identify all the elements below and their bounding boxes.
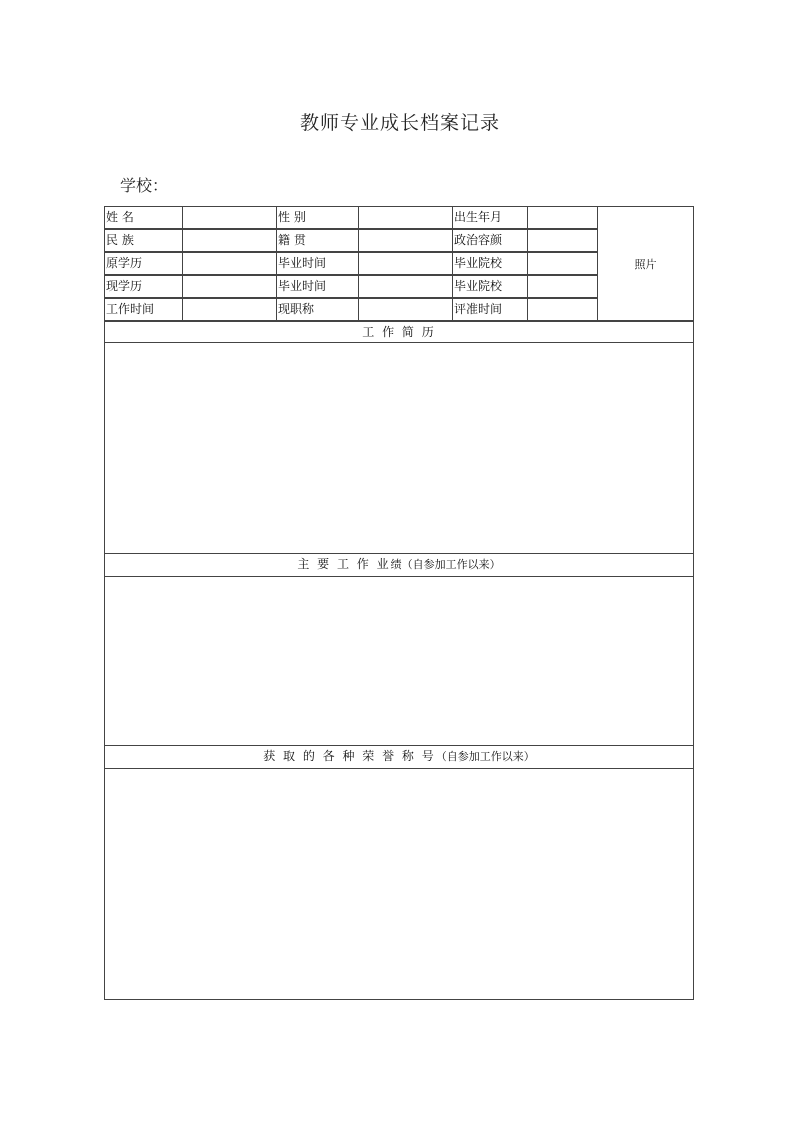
work-history-title: 工 作 简 历 — [362, 325, 436, 339]
school-label: 学校： — [120, 176, 169, 195]
field-ethnicity[interactable] — [182, 229, 277, 252]
field-graduation-time-2[interactable] — [358, 275, 453, 298]
field-graduation-time-1[interactable] — [358, 252, 453, 275]
photo-box[interactable] — [597, 206, 694, 321]
page-title: 教师专业成长档案记录 — [299, 112, 500, 134]
achievements-body[interactable] — [104, 576, 694, 746]
field-graduation-school-2[interactable] — [527, 275, 598, 298]
label-gender: 性 别 — [276, 206, 359, 229]
label-native-place: 籍 贯 — [276, 229, 359, 252]
label-graduation-time-2: 毕业时间 — [276, 275, 359, 298]
achievements-title: 主 要 工 作 业 — [297, 557, 391, 571]
work-history-body[interactable] — [104, 342, 694, 554]
achievements-header — [104, 553, 694, 577]
label-work-start-time: 工作时间 — [104, 298, 183, 321]
work-history-header — [104, 321, 694, 343]
honors-header — [104, 745, 694, 769]
label-approval-time: 评准时间 — [452, 298, 528, 321]
field-current-education[interactable] — [182, 275, 277, 298]
field-work-start-time[interactable] — [182, 298, 277, 321]
label-original-education: 原学历 — [104, 252, 183, 275]
field-approval-time[interactable] — [527, 298, 598, 321]
label-current-title: 现职称 — [276, 298, 359, 321]
label-graduation-school-2: 毕业院校 — [452, 275, 528, 298]
honors-body[interactable] — [104, 768, 694, 1000]
field-political-status[interactable] — [527, 229, 598, 252]
field-original-education[interactable] — [182, 252, 277, 275]
field-current-title[interactable] — [358, 298, 453, 321]
field-native-place[interactable] — [358, 229, 453, 252]
label-graduation-school-1: 毕业院校 — [452, 252, 528, 275]
label-name: 姓 名 — [104, 206, 183, 229]
honors-subtitle: （自参加工作以来） — [435, 750, 535, 763]
field-graduation-school-1[interactable] — [527, 252, 598, 275]
field-name[interactable] — [182, 206, 277, 229]
field-gender[interactable] — [358, 206, 453, 229]
honors-title: 获 取 的 各 种 荣 誉 称 号 — [263, 749, 436, 763]
achievements-subtitle: 绩（自参加工作以来） — [390, 558, 501, 571]
field-birth-date[interactable] — [527, 206, 598, 229]
label-ethnicity: 民 族 — [104, 229, 183, 252]
photo-label: 照片 — [634, 257, 657, 271]
label-birth-date: 出生年月 — [452, 206, 528, 229]
label-graduation-time-1: 毕业时间 — [276, 252, 359, 275]
label-political-status: 政治容颜 — [452, 229, 528, 252]
label-current-education: 现学历 — [104, 275, 183, 298]
